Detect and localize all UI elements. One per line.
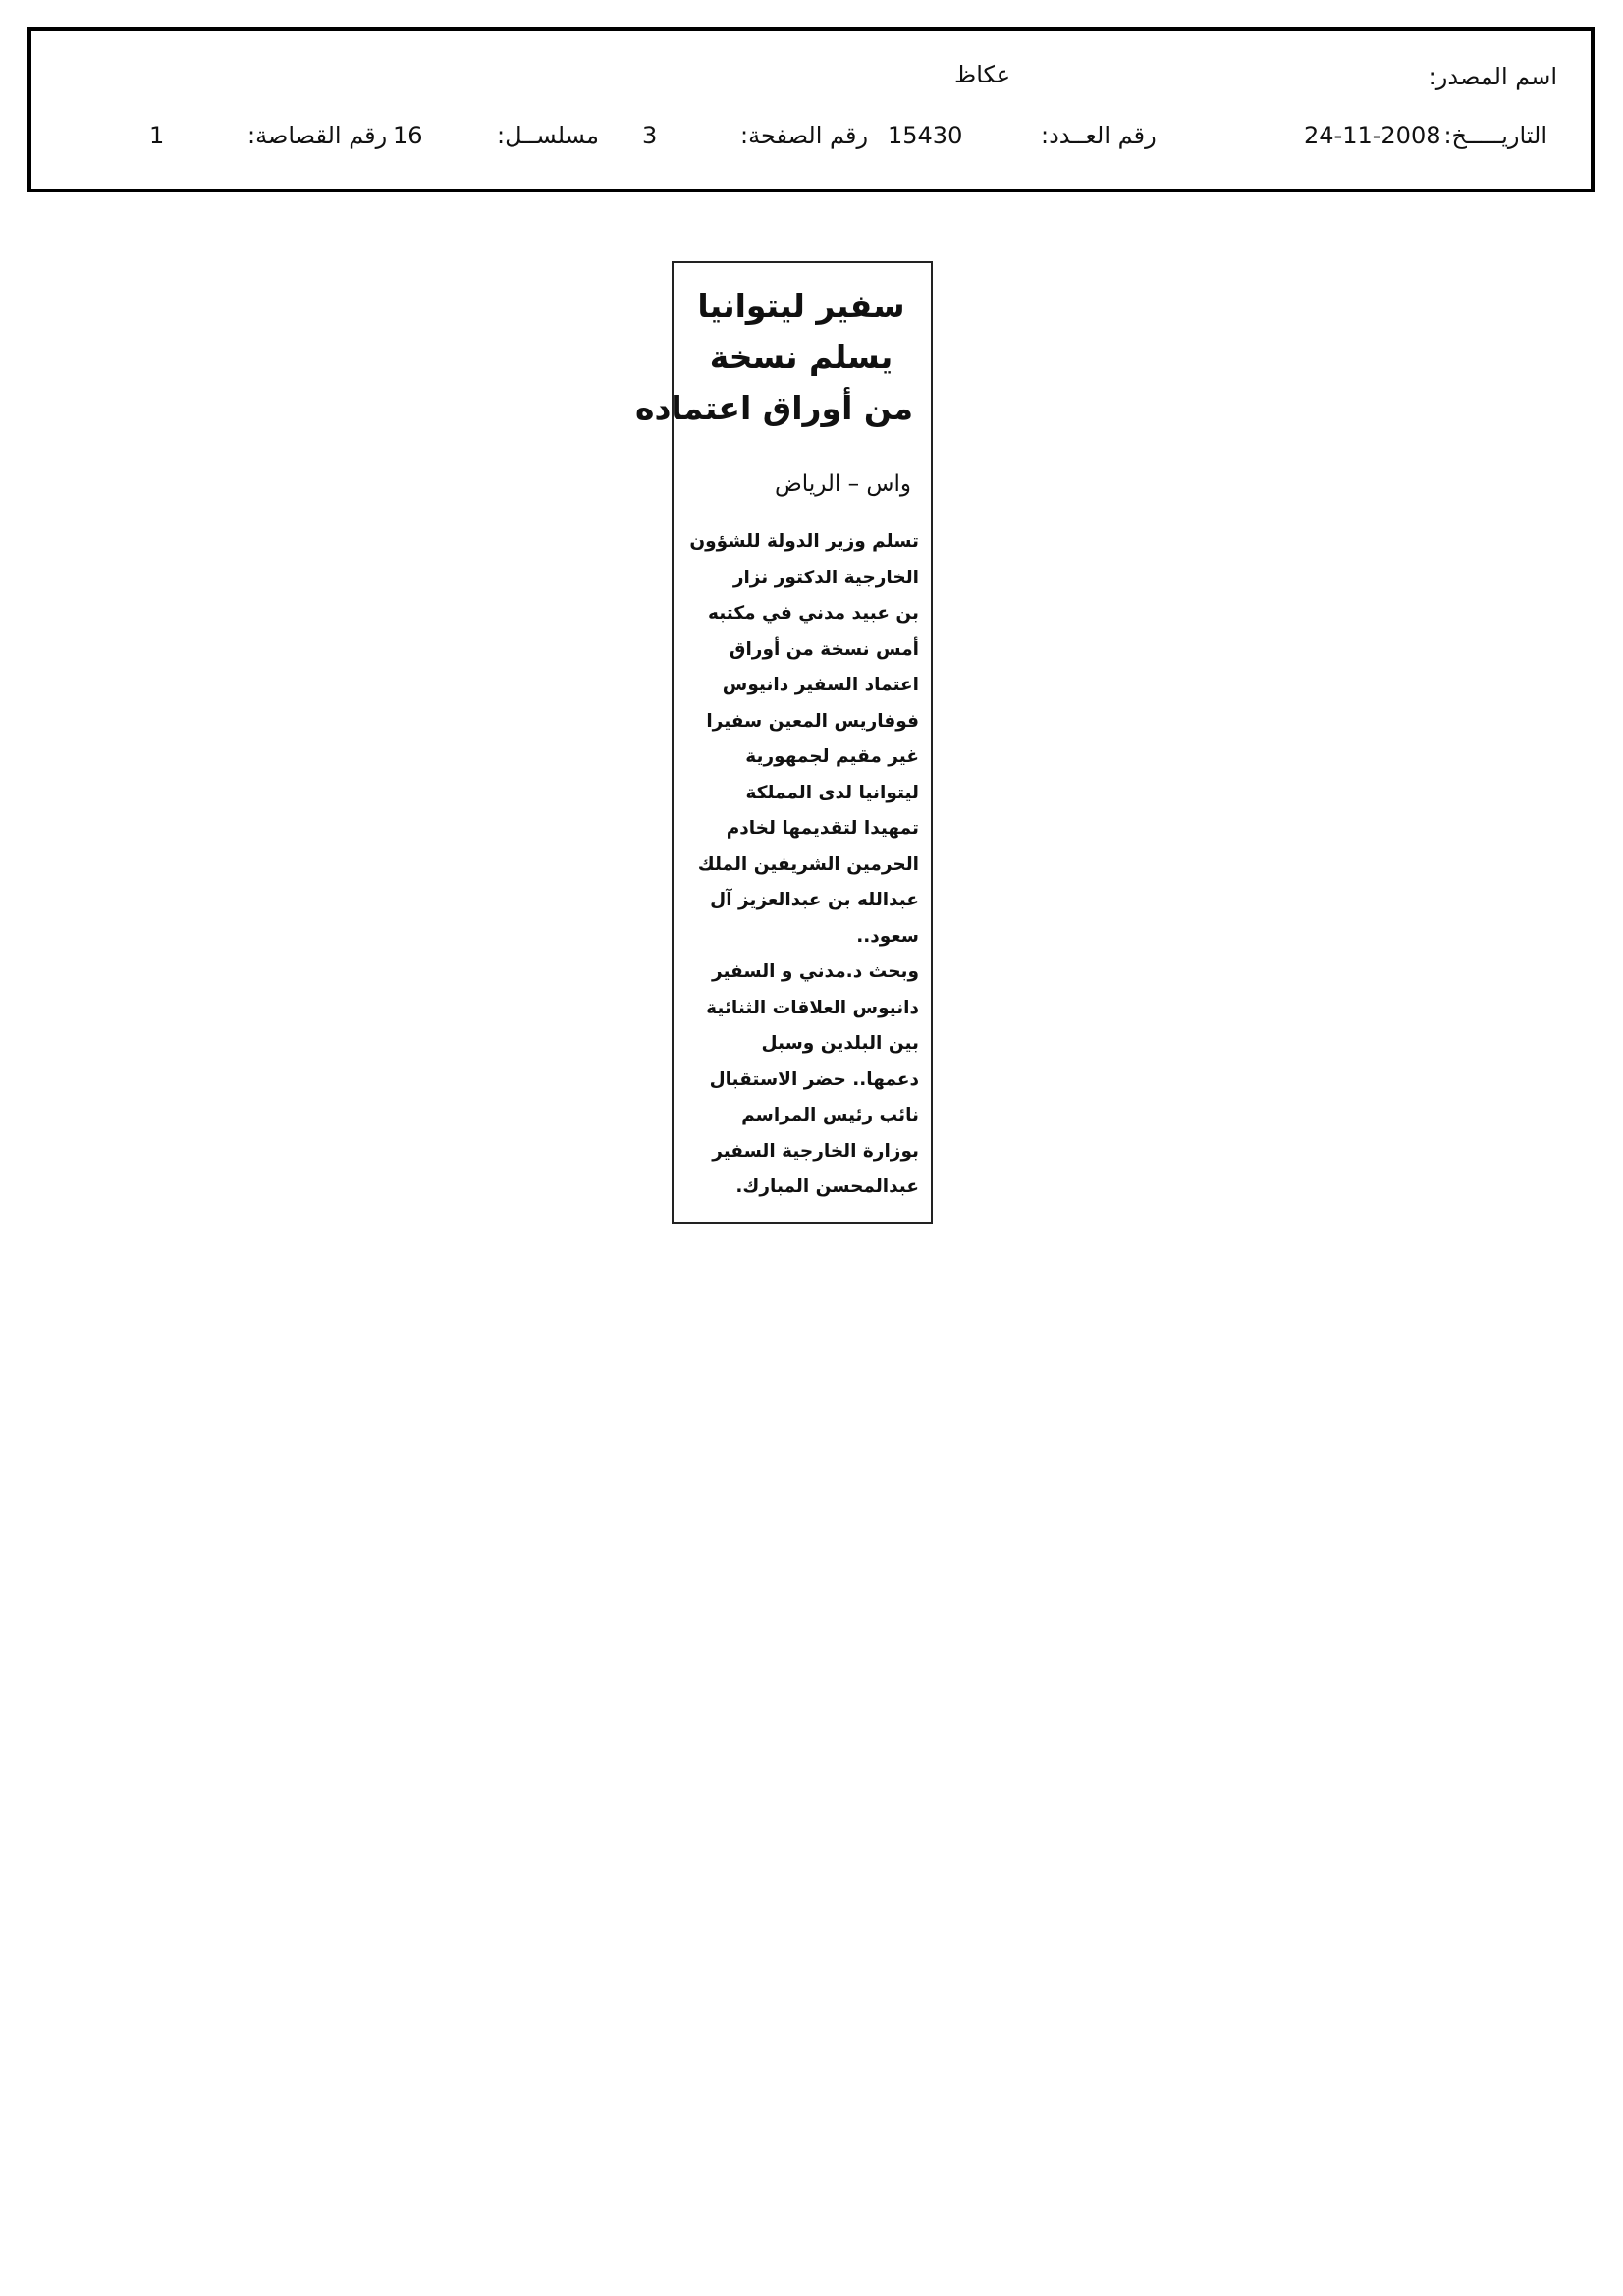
body-line: وبحث د.مدني و السفير (712, 961, 919, 982)
body-line: دانيوس العلاقات الثنائية (706, 997, 919, 1018)
headline-line: من أوراق اعتماده (635, 389, 913, 427)
issue-value: 15430 (888, 122, 963, 149)
body-line: غير مقيم لجمهورية (745, 746, 919, 767)
date-value: 24-11-2008 (1304, 122, 1441, 149)
body-line: تمهيدا لتقديمها لخادم (726, 818, 919, 839)
headline-line: سفير ليتوانيا (697, 287, 905, 325)
article-dateline: واس – الرياض (775, 471, 911, 497)
article-body (685, 524, 919, 1206)
date-label: التاريـــــخ: (1443, 122, 1547, 149)
body-line: نائب رئيس المراسم (741, 1105, 919, 1125)
source-value: عكاظ (954, 61, 1011, 88)
body-line: دعمها.. حضر الاستقبال (709, 1068, 919, 1090)
serial-value: 16 (393, 122, 423, 149)
body-line: أمس نسخة من أوراق (729, 638, 919, 660)
newspaper-clipping (635, 261, 933, 1224)
body-line: ليتوانيا لدى المملكة (745, 782, 919, 803)
body-line: عبدالله بن عبدالعزيز آل (710, 890, 919, 910)
clip-label: رقم القصاصة: (247, 122, 388, 149)
body-line: الخارجية الدكتور نزار (732, 567, 919, 588)
source-label: اسم المصدر: (1428, 63, 1557, 90)
page-value: 3 (642, 122, 658, 149)
body-line: الحرمين الشريفين الملك (697, 853, 919, 875)
body-line: بوزارة الخارجية السفير (712, 1140, 919, 1162)
headline-line: يسلم نسخة (709, 338, 893, 376)
body-line: بين البلدين وسبل (761, 1033, 919, 1054)
clip-value: 1 (149, 122, 165, 149)
issue-label: رقم العــدد: (1041, 122, 1157, 149)
clipping-header-box (27, 27, 1595, 192)
body-line: سعود.. (856, 925, 919, 947)
article-headline (635, 281, 913, 434)
page-label: رقم الصفحة: (740, 122, 869, 149)
body-line: تسلم وزير الدولة للشؤون (689, 531, 919, 552)
body-line: عبدالمحسن المبارك. (735, 1176, 919, 1197)
body-line: فوفاريس المعين سفيرا (706, 710, 919, 732)
serial-label: مسلســل: (497, 122, 599, 149)
body-line: اعتماد السفير دانيوس (722, 675, 919, 695)
body-line: بن عبيد مدني في مكتبه (708, 603, 919, 624)
